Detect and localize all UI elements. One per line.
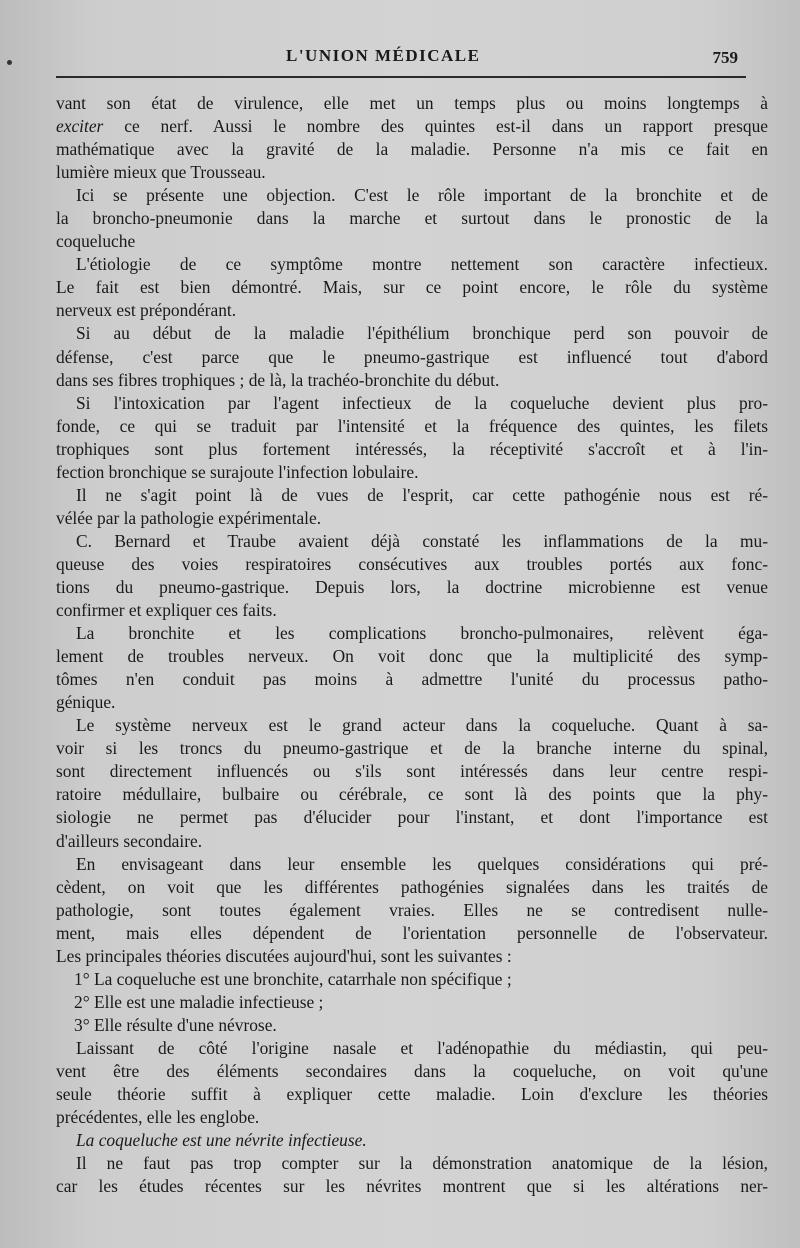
- running-title: L'UNION MÉDICALE: [286, 46, 481, 65]
- page-header: [58, 38, 744, 74]
- text-line: fonde, ce qui se traduit par l'intensité et la fréquence des quintes, les filets: [56, 415, 768, 436]
- text-line: ment, mais elles dépendent de l'orientation personnelle de l'observateur.: [56, 922, 768, 943]
- text-line: mathématique avec la gravité de la maladie. Personne n'a mis ce fait en: [56, 139, 768, 160]
- text-line: lement de troubles nerveux. On voit donc que la multiplicité des symp-: [56, 646, 768, 667]
- list-item: 1° La coqueluche est une bronchite, catarrhale non spécifique ;: [74, 968, 512, 989]
- margin-mark: [7, 60, 12, 65]
- text-line: queuse des voies respiratoires consécutives aux troubles portés aux fonc-: [56, 553, 768, 574]
- text-line: confirmer et expliquer ces faits.: [56, 600, 277, 621]
- text-line: Il ne s'agit point là de vues de l'esprit, car cette pathogénie nous est ré-: [76, 484, 768, 505]
- text-line: tômes n'en conduit pas moins à admettre l'unité du processus patho-: [56, 669, 768, 690]
- text-line: car les études récentes sur les névrites montrent que si les altérations ner-: [56, 1176, 768, 1197]
- text-line: voir si les troncs du pneumo-gastrique et de la branche interne du spinal,: [56, 738, 768, 759]
- text-line: sont directement influencés ou s'ils sont intéressés dans leur centre respi-: [56, 761, 768, 782]
- text-line: ratoire médullaire, bulbaire ou cérébrale, ce sont là des points que la phy-: [56, 784, 768, 805]
- text-line: vent être des éléments secondaires dans la coqueluche, on voit qu'une: [56, 1060, 768, 1081]
- text-line: précédentes, elle les englobe.: [56, 1107, 260, 1128]
- text-line: génique.: [56, 692, 116, 713]
- text-line: Laissant de côté l'origine nasale et l'adénopathie du médiastin, qui peu-: [76, 1037, 768, 1058]
- text-line: cèdent, on voit que les différentes pathogénies signalées dans les traités de: [56, 876, 768, 897]
- text-line: Si au début de la maladie l'épithélium bronchique perd son pouvoir de: [76, 323, 768, 344]
- text-line: trophiques sont plus fortement intéressés, la réceptivité s'accroît et à l'in-: [56, 438, 768, 459]
- text-line: Il ne faut pas trop compter sur la démonstration anatomique de la lésion,: [76, 1153, 768, 1174]
- section-heading: La coqueluche est une névrite infectieuse.: [76, 1130, 367, 1151]
- text-line: exciter ce nerf. Aussi le nombre des quintes est-il dans un rapport presque: [56, 116, 768, 137]
- text-line: vélée par la pathologie expérimentale.: [56, 507, 322, 528]
- text-line: pathologie, sont toutes également vraies. Elles ne se contredisent nulle-: [56, 899, 768, 920]
- text-line: La bronchite et les complications broncho-pulmonaires, relèvent éga-: [76, 623, 768, 644]
- text-line: lumière mieux que Trousseau.: [56, 162, 266, 183]
- list-item: 3° Elle résulte d'une névrose.: [74, 1014, 277, 1035]
- text-line: nerveux est prépondérant.: [56, 300, 237, 321]
- emphasis-word: exciter: [56, 116, 104, 137]
- list-item: 2° Elle est une maladie infectieuse ;: [74, 991, 324, 1012]
- header-rule: [56, 76, 746, 78]
- text-line: Le système nerveux est le grand acteur dans la coqueluche. Quant à sa-: [76, 715, 768, 736]
- text-line: siologie ne permet pas d'élucider pour l'instant, et dont l'importance est: [56, 807, 768, 828]
- text-line: L'étiologie de ce symptôme montre nettement son caractère infectieux.: [76, 254, 768, 275]
- text-line: fection bronchique se surajoute l'infection lobulaire.: [56, 461, 419, 482]
- text-line: seule théorie suffit à expliquer cette maladie. Loin d'exclure les théories: [56, 1084, 768, 1105]
- text-line: dans ses fibres trophiques ; de là, la trachéo-bronchite du début.: [56, 369, 500, 390]
- text-line: tions du pneumo-gastrique. Depuis lors, la doctrine microbienne est venue: [56, 576, 768, 597]
- page-number: 759: [712, 48, 738, 67]
- text-line: défense, c'est parce que le pneumo-gastrique est influencé tout d'abord: [56, 346, 768, 367]
- text-line: En envisageant dans leur ensemble les quelques considérations qui pré-: [76, 853, 768, 874]
- text-line: vant son état de virulence, elle met un temps plus ou moins longtemps à: [56, 93, 768, 113]
- text-line: Le fait est bien démontré. Mais, sur ce point encore, le rôle du système: [56, 277, 768, 298]
- text-line: C. Bernard et Traube avaient déjà constaté les inflammations de la mu-: [76, 530, 768, 551]
- text-line: coqueluche: [56, 231, 136, 252]
- text-line: la broncho-pneumonie dans la marche et surtout dans le pronostic de la: [56, 208, 768, 229]
- text-line: Les principales théories discutées aujourd'hui, sont les suivantes :: [56, 945, 512, 966]
- text-line: d'ailleurs secondaire.: [56, 830, 203, 851]
- body-text: [56, 92, 768, 1198]
- text-line: Ici se présente une objection. C'est le rôle important de la bronchite et de: [76, 185, 768, 206]
- text-line: Si l'intoxication par l'agent infectieux de la coqueluche devient plus pro-: [76, 392, 768, 413]
